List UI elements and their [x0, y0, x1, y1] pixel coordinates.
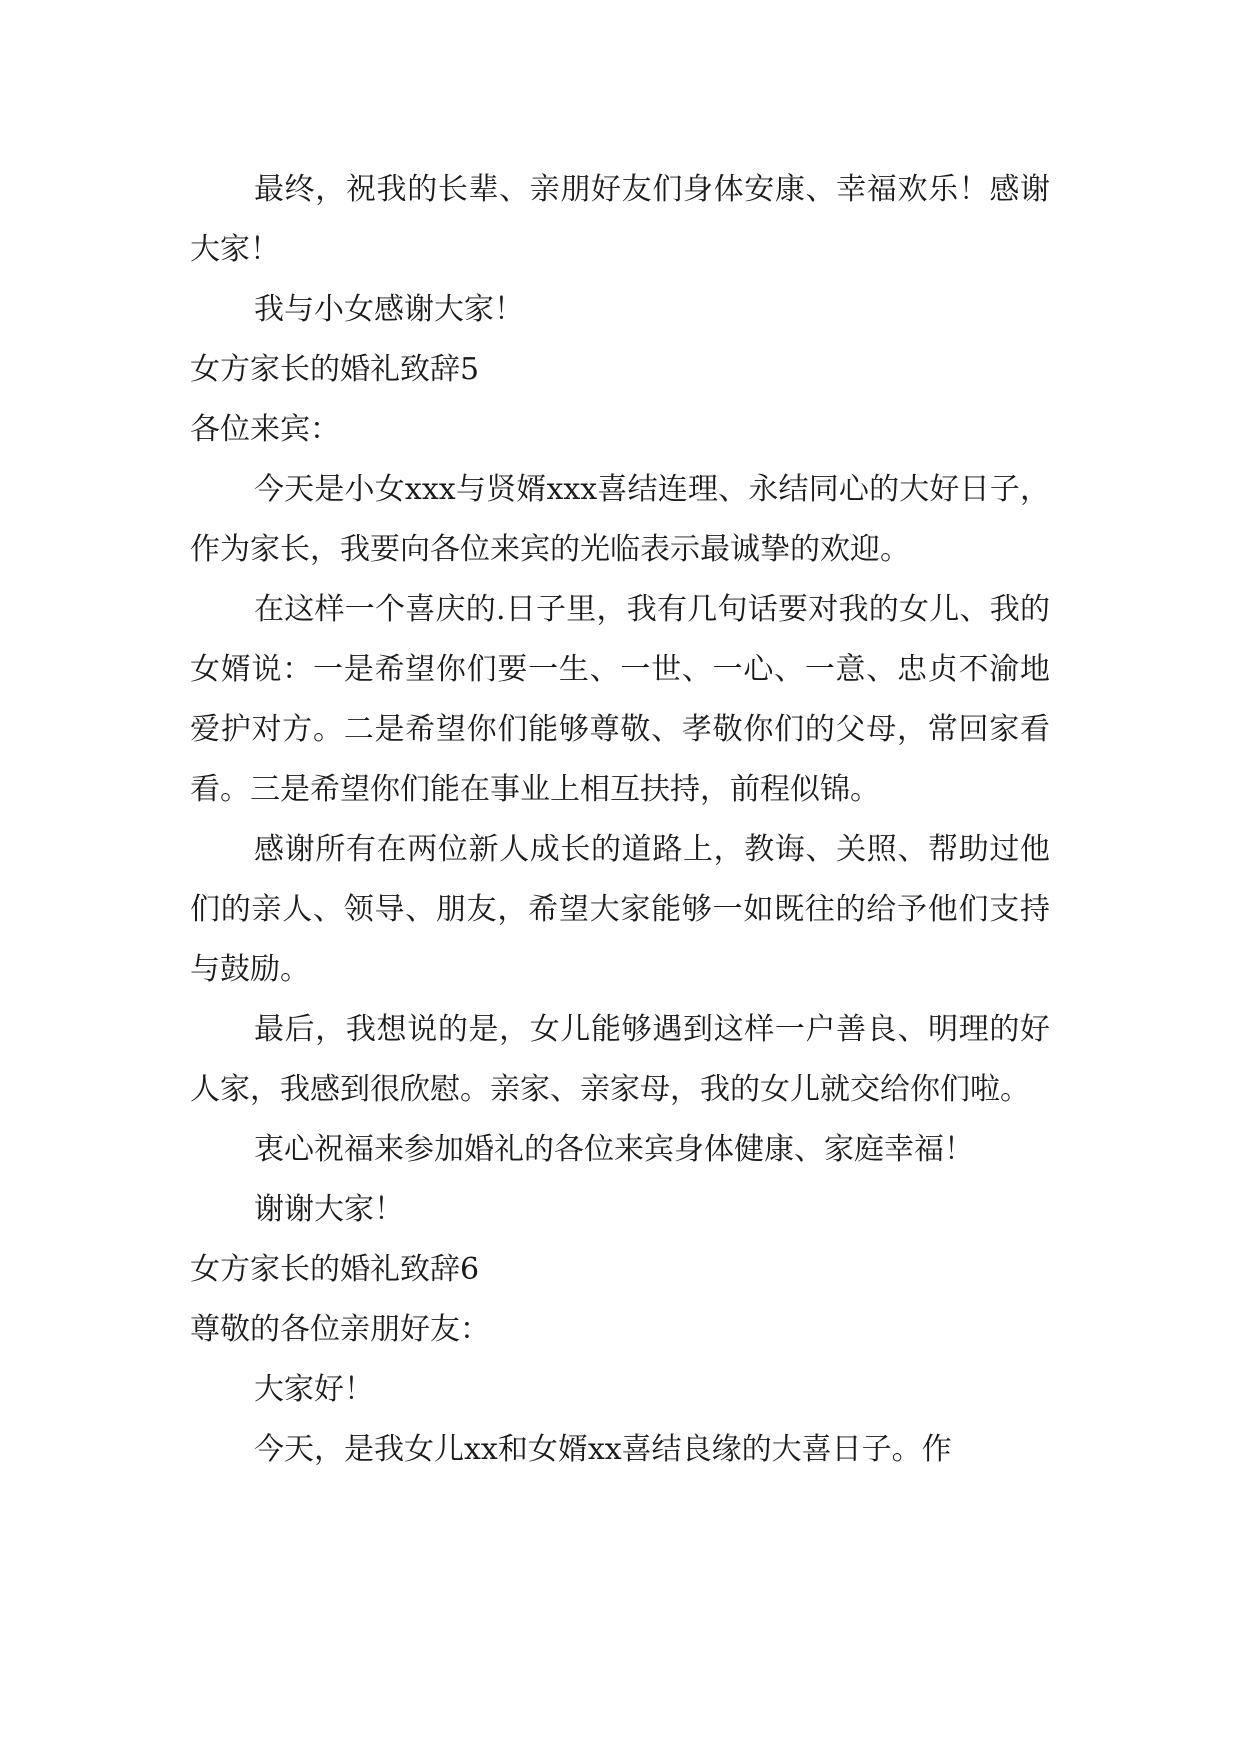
document-body — [190, 160, 1050, 1480]
welcome-paragraph: 今天是小女xxx与贤婿xxx喜结连理、永结同心的大好日子，作为家长，我要向各位来宾的光临表示最诚挚的欢迎。 — [190, 472, 1050, 567]
salutation-friends: 尊敬的各位亲朋好友： — [190, 1312, 490, 1347]
closing-blessing-paragraph: 最终，祝我的长辈、亲朋好友们身体安康、幸福欢乐！感谢大家！ — [190, 172, 1050, 267]
blessing-guests-line: 衷心祝福来参加婚礼的各位来宾身体健康、家庭幸福！ — [254, 1132, 974, 1167]
entrust-paragraph: 最后，我想说的是，女儿能够遇到这样一户善良、明理的好人家，我感到很欣慰。亲家、亲家母，我的女儿就交给你们啦。 — [190, 1012, 1050, 1107]
section-heading-5: 女方家长的婚礼致辞5 — [190, 352, 480, 387]
gratitude-paragraph: 感谢所有在两位新人成长的道路上，教诲、关照、帮助过他们的亲人、领导、朋友，希望大家能够一如既往的给予他们支持与鼓励。 — [190, 832, 1050, 987]
thanks-line: 我与小女感谢大家！ — [254, 292, 524, 327]
wishes-paragraph: 在这样一个喜庆的.日子里，我有几句话要对我的女儿、我的女婿说：一是希望你们要一生、一世、一心、一意、忠贞不渝地爱护对方。二是希望你们能够尊敬、孝敬你们的父母，常回家看看。三是希望你们能在事业上相互扶持，前程似锦。 — [190, 592, 1050, 807]
salutation-guests: 各位来宾： — [190, 412, 340, 447]
opening-paragraph: 今天，是我女儿xx和女婿xx喜结良缘的大喜日子。作 — [254, 1432, 952, 1467]
section-heading-6: 女方家长的婚礼致辞6 — [190, 1252, 480, 1287]
greeting-line: 大家好！ — [254, 1372, 374, 1407]
thank-you-line: 谢谢大家！ — [254, 1192, 404, 1227]
